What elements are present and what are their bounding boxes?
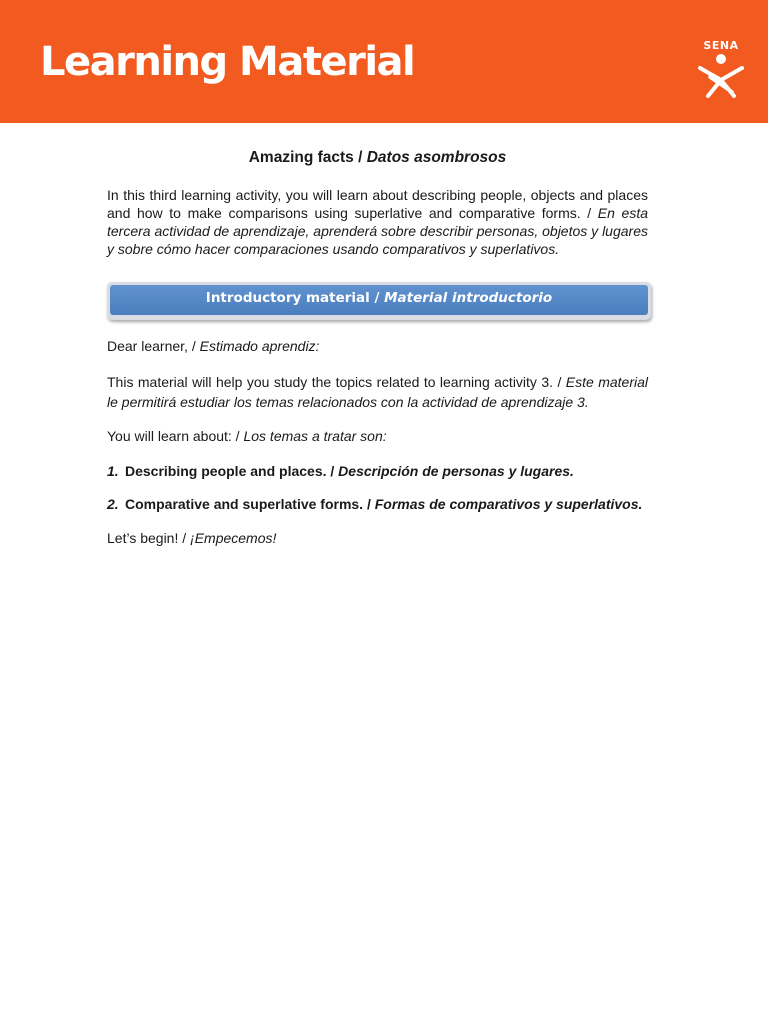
topics-list <box>107 463 648 513</box>
sena-logo-icon <box>696 52 746 98</box>
list-item-number: 1. <box>107 463 119 479</box>
document-title-en: Amazing facts / <box>248 149 367 166</box>
document-title-es: Datos asombrosos <box>366 149 507 166</box>
list-item-es: Formas de comparativos y superlativos. <box>374 496 643 512</box>
learn-en: You will learn about: / <box>107 428 244 444</box>
help-en: This material will help you study the topics related to learning activity 3. / <box>107 374 566 390</box>
sena-logo <box>696 40 746 98</box>
list-item-number: 2. <box>107 496 119 512</box>
section-banner-label <box>110 285 648 315</box>
intro-paragraph <box>107 186 648 258</box>
header-bar <box>0 0 768 123</box>
document-title <box>107 148 648 168</box>
list-item-en: Comparative and superlative forms. / <box>125 496 375 512</box>
banner-en: Introductory material / <box>205 290 385 306</box>
begin-en: Let’s begin! / <box>107 530 191 546</box>
learn-es: Los temas a tratar son: <box>243 428 387 444</box>
greeting-en: Dear learner, / <box>107 338 200 354</box>
header-title: Learning Material <box>40 39 415 85</box>
help-es: Este material le permitirá estudiar los temas relacionados con la actividad de aprendizaje 3. <box>107 374 648 410</box>
begin-paragraph <box>107 529 648 547</box>
begin-es: ¡Empecemos! <box>190 530 277 546</box>
intro-es: En esta tercera actividad de aprendizaje, aprenderá sobre describir personas, objetos y lugares y sobre cómo hacer comparaciones usando comparativos y superlativos. <box>107 205 648 257</box>
banner-es: Material introductorio <box>384 290 553 306</box>
greeting-paragraph <box>107 337 648 355</box>
list-item <box>107 496 648 513</box>
learn-paragraph <box>107 427 648 445</box>
list-item-es: Descripción de personas y lugares. <box>338 463 574 479</box>
sena-logo-text: SENA <box>703 39 739 52</box>
greeting-es: Estimado aprendiz: <box>199 338 320 354</box>
help-paragraph <box>107 373 648 412</box>
document-body <box>107 148 648 547</box>
list-item <box>107 463 648 480</box>
intro-en: In this third learning activity, you will learn about describing people, objects and places and how to make comparisons using superlative and comparative forms. / <box>107 187 648 221</box>
section-banner <box>107 282 651 320</box>
list-item-en: Describing people and places. / <box>125 463 339 479</box>
